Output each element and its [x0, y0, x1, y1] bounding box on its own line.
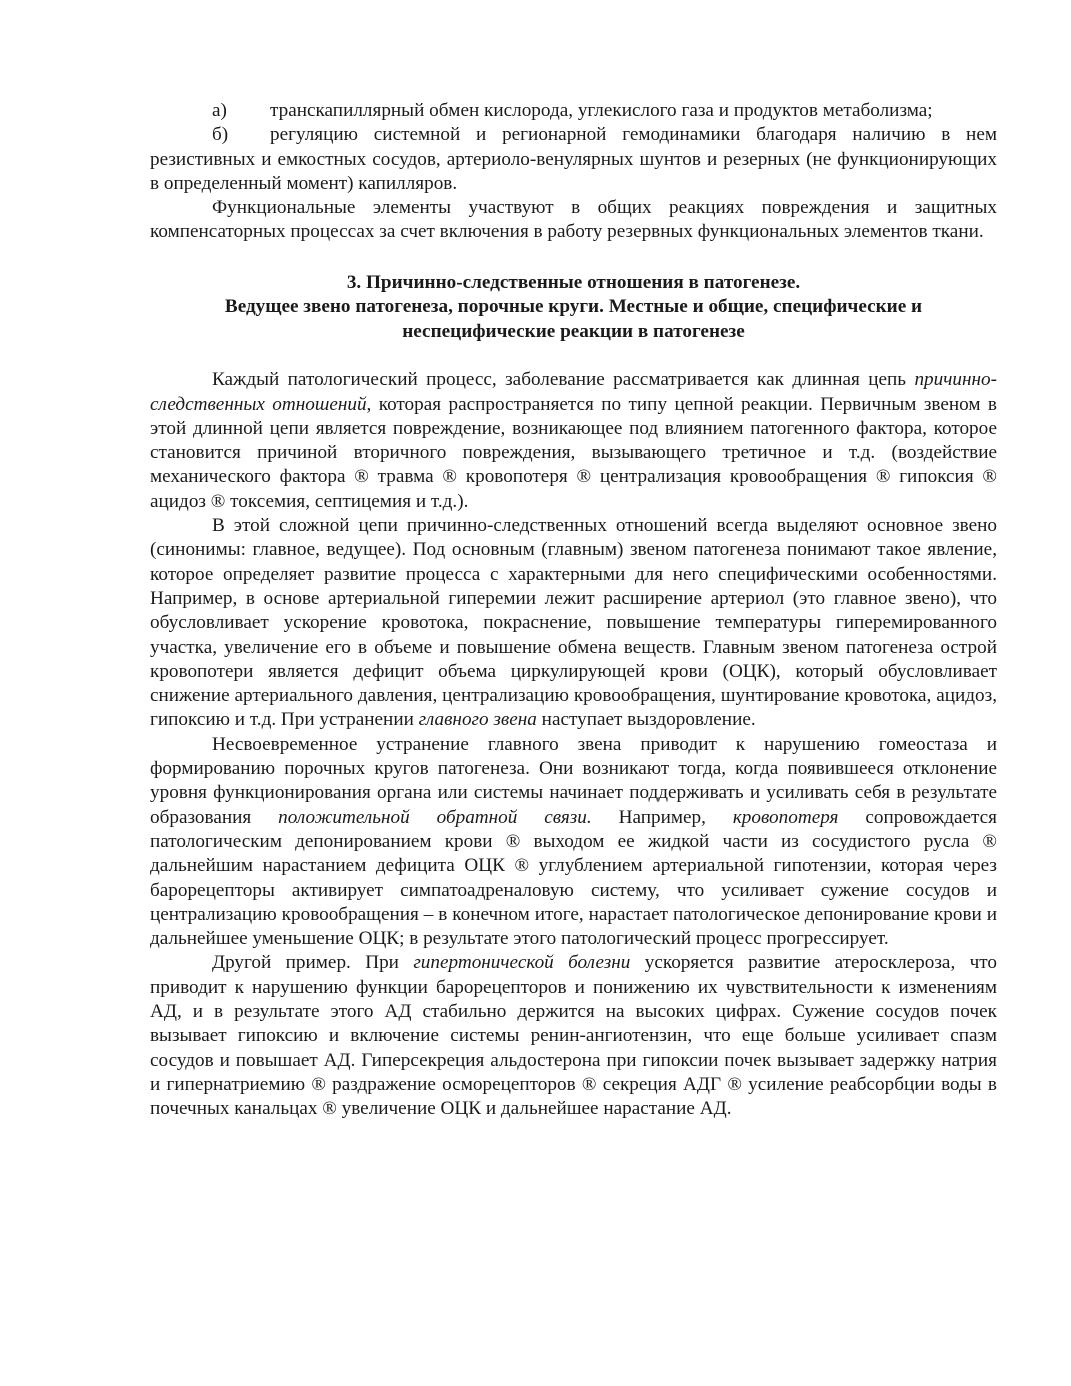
text-run: Другой пример. При [212, 952, 414, 974]
list-marker: а) [212, 100, 227, 121]
text-run: Несвоевременное устранение главного звена приводит к нарушению гомеостаза и формированию порочных кругов патогенеза. Они возникают тогда, когда появившееся отклонение уровня функционирования органа или системы начинает поддерживать и усиливать себя в результате образования [150, 733, 997, 828]
paragraph-functional-elements: Функциональные элементы участвуют в общих реакциях повреждения и защитных компенсаторных процессах за счет включения в работу резервных функциональных элементов ткани. [150, 197, 997, 243]
text-run: Каждый патологический процесс, заболевание рассматривается как длинная цепь [212, 369, 915, 391]
text-run: Например, [591, 806, 733, 828]
italic-term: главного звена [418, 709, 537, 731]
paragraph-causal-chain [150, 368, 997, 514]
paragraph-hypertension-example [150, 951, 997, 1121]
list-item-text: транскапиллярный обмен кислорода, углекислого газа и продуктов метаболизма; [270, 100, 933, 121]
paragraph-main-link [150, 514, 997, 733]
text-run: В этой сложной цепи причинно-следственных отношений всегда выделяют основное звено (синонимы: главное, ведущее). Под основным (главным) звеном патогенеза понимают такое явление, которое определяет развитие процесса с характерными для него специфическими особенностями. Например, в основе артериальной гиперемии лежит расширение артериол (это главное звено), что обусловливает ускорение кровотока, покраснение, повышение температуры гиперемированного участка, увеличение его в объеме и повышение обмена веществ. Главным звеном патогенеза острой кровопотери является дефицит объема циркулирующей крови (ОЦК), который обусловливает снижение артериального давления, централизацию кровообращения, шунтирование кровотока, ацидоз, гипоксию и т.д. При устранении [150, 515, 997, 731]
list-item-b [150, 123, 997, 196]
heading-line-2: Ведущее звено патогенеза, порочные круги. Местные и общие, специфические и [224, 296, 923, 318]
text-run: сопровождается патологическим депонированием крови ® выходом ее жидкой части из сосудистого русла ® дальнейшим нарастанием дефицита ОЦК ® углублением артериальной гипотензии, которая через барорецепторы активирует симпатоадреналовую систему, что усиливает сужение сосудов и централизацию кровообращения – в конечном итоге, нарастает патологическое депонирование крови и дальнейшее уменьшение ОЦК; в результате этого патологический процесс прогрессирует. [150, 806, 998, 950]
text-run: , которая распространяется по типу цепной реакции. Первичным звеном в этой длинной цепи является повреждение, возникающее под влиянием патогенного фактора, которое становится причиной вторичного повреждения, вызывающего третичное и т.д. (воздействие механического фактора ® травма ® кровопотеря ® централизация кровообращения ® гипоксия ® ацидоз ® токсемия, септицемия и т.д.). [150, 393, 997, 512]
list-item-a [150, 99, 997, 123]
list-item-text: регуляцию системной и регионарной гемодинамики благодаря наличию в нем резистивных и емкостных сосудов, артериоло-венулярных шунтов и резерных (не функционирующих в определенный момент) капилляров. [150, 124, 997, 194]
italic-term: причинно-следственных отношений [150, 369, 997, 415]
italic-term: кровопотеря [732, 806, 839, 828]
italic-term: гипертонической болезни [413, 952, 631, 974]
paragraph-vicious-circles [150, 733, 997, 952]
section-heading [150, 271, 997, 345]
italic-term: положительной обратной связи. [278, 806, 592, 828]
text-run: ускоряется развитие атеросклероза, что приводит к нарушению функции барорецепторов и понижению их чувствительности к изменениям АД, и в результате этого АД стабильно держится на высоких цифрах. Сужение сосудов почек вызывает гипоксию и включение системы ренин-ангиотензин, что еще больше усиливает спазм сосудов и повышает АД. Гиперсекреция альдостерона при гипоксии почек вызывает задержку натрия и гипернатриемию ® раздражение осморецепторов ® секреция АДГ ® усиление реабсорбции воды в почечных канальцах ® увеличение ОЦК и дальнейшее нарастание АД. [150, 952, 997, 1120]
heading-line-3: неспецифические реакции в патогенезе [402, 320, 745, 342]
heading-line-1: 3. Причинно-следственные отношения в патогенезе. [346, 271, 801, 293]
list-marker: б) [212, 124, 229, 146]
text-run: наступает выздоровление. [536, 709, 756, 731]
